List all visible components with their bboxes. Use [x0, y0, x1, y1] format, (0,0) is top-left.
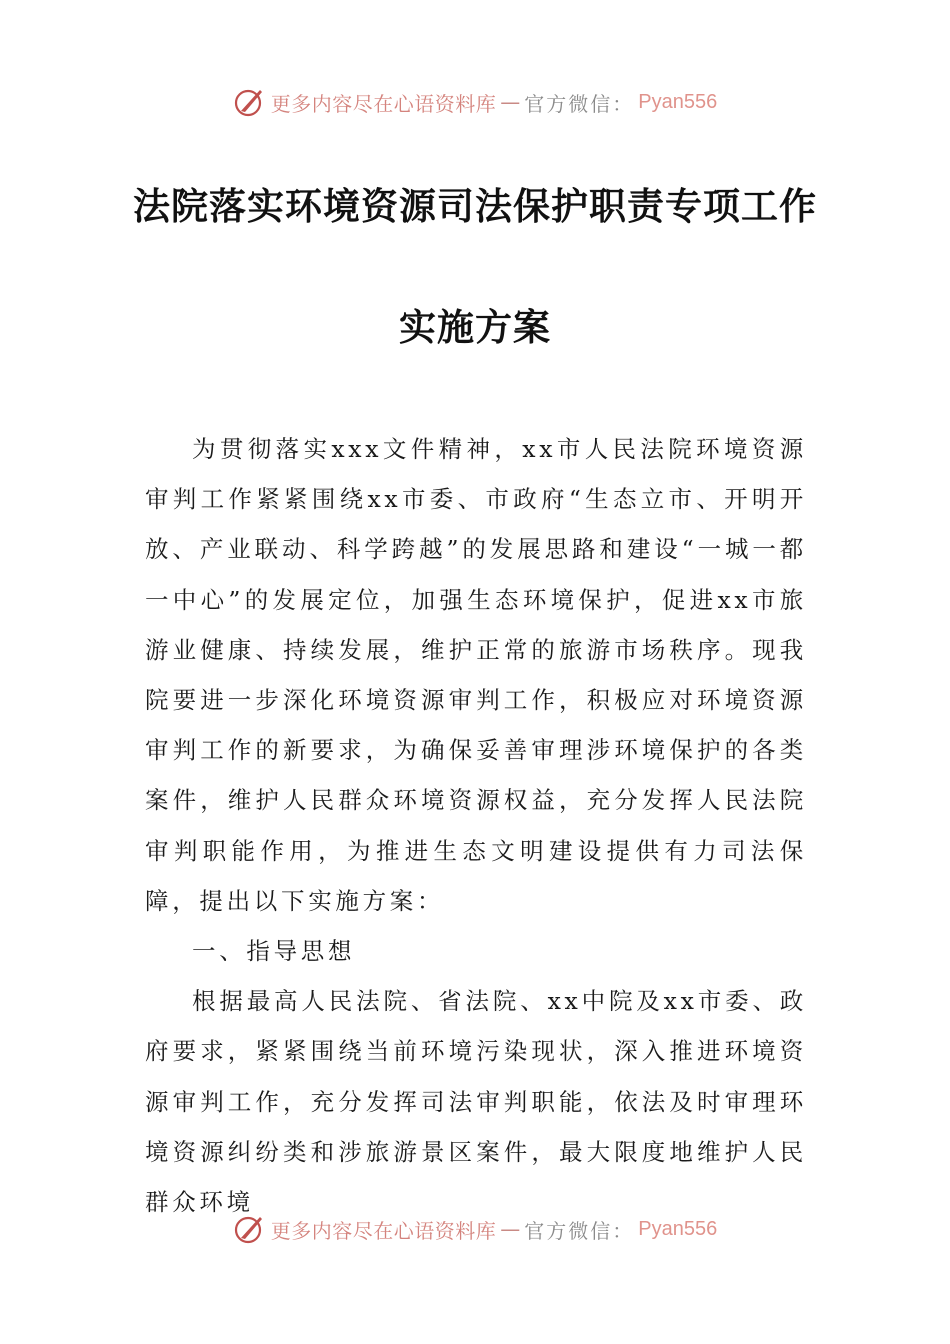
paragraph-intro: 为贯彻落实xxx文件精神，xx市人民法院环境资源审判工作紧紧围绕xx市委、市政府“生态立市、开明开放、产业联动、科学跨越”的发展思路和建设“一城一都一中心”的发展定位，加强生态环境保护，促进xx市旅游业健康、持续发展，维护正常的旅游市场秩序。现我院要进一步深化环境资源审判工作，积极应对环境资源审判工作的新要求，为确保妥善审理涉环境保护的各类案件，维护人民群众环境资源权益，充分发挥人民法院审判职能作用，为推进生态文明建设提供有力司法保障，提出以下实施方案： [145, 435, 807, 915]
banner-wechat-id: Pyan556 [638, 90, 718, 113]
document-body [145, 424, 807, 1227]
banner-official-label: 官方微信： [524, 1218, 635, 1243]
document-title-line1: 法院落实环境资源司法保护职责专项工作 [133, 184, 817, 228]
quill-pen-circle-icon [233, 1212, 267, 1246]
banner-wechat-id: Pyan556 [638, 1217, 718, 1240]
banner-dash: — [500, 1217, 521, 1241]
banner-official-label: 官方微信： [524, 91, 635, 116]
section-heading-guiding-ideology: 一、指导思想 [192, 937, 356, 966]
banner-dash: — [500, 90, 521, 114]
banner-text: 更多内容尽在心语资料库 [270, 1218, 497, 1243]
banner-text: 更多内容尽在心语资料库 [270, 91, 497, 116]
footer-banner [0, 1209, 950, 1249]
paragraph-guiding-ideology: 根据最高人民法院、省法院、xx中院及xx市委、政府要求，紧紧围绕当前环境污染现状，深入推进环境资源审判工作，充分发挥司法审判职能，依法及时审理环境资源纠纷类和涉旅游景区案件，最大限度地维护人民群众环境 [145, 987, 807, 1217]
quill-pen-circle-icon [233, 85, 267, 119]
document-title-line2: 实施方案 [399, 305, 551, 349]
header-banner [0, 82, 950, 122]
